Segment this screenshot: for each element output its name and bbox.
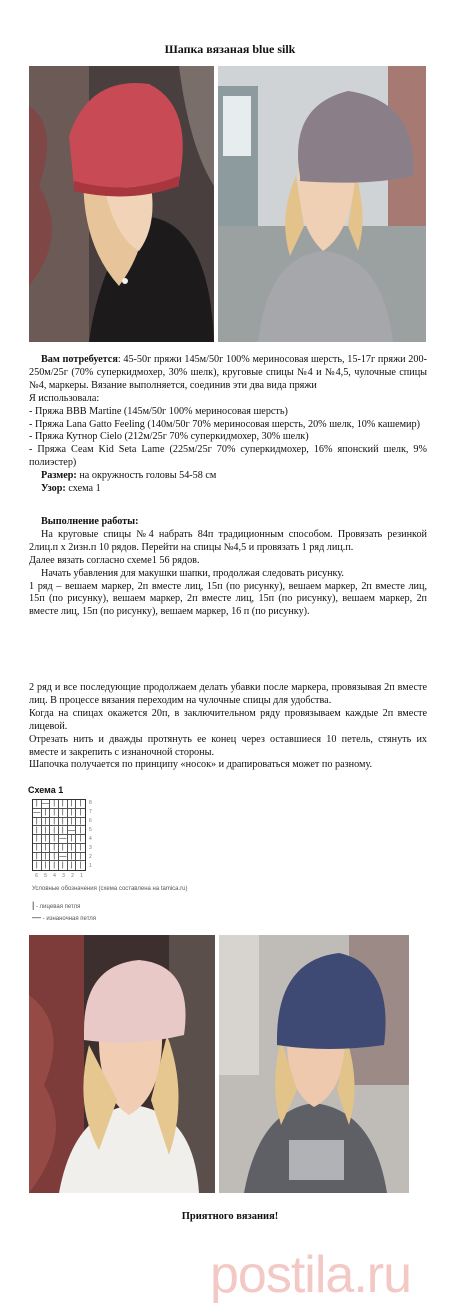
knit-stitch-cell: | xyxy=(50,861,59,870)
yarn-item: - Пряжа Кутнор Cielo (212м/25г 70% суперкидмохер, 30% шелк) xyxy=(29,431,309,443)
work-section-continued xyxy=(29,682,427,772)
legend-purl: — - изнаночная петля xyxy=(32,912,97,922)
row-number: 1 xyxy=(89,863,92,869)
scheme-col-numbers xyxy=(32,873,86,879)
purl-stitch-cell: — xyxy=(59,852,67,860)
knit-stitch-cell: | xyxy=(68,800,77,809)
col-number: 2 xyxy=(71,873,74,879)
knit-stitch-cell: | xyxy=(79,862,82,870)
knit-stitch-cell: | xyxy=(33,826,42,835)
knit-stitch-cell: | xyxy=(59,826,68,835)
knit-stitch-cell: | xyxy=(68,818,77,827)
photo-grey-hat xyxy=(218,66,426,342)
knit-stitch-cell: | xyxy=(68,809,77,818)
work-step-8: Шапочка получается по принципу «носок» и драпироваться может по разному. xyxy=(29,759,373,771)
row-number: 7 xyxy=(89,809,92,815)
knit-stitch-cell: | xyxy=(42,844,51,853)
work-step-6: Когда на спицах окажется 20п, в заключительном ряду провязываем каждые 2п вместе лицевой. xyxy=(29,707,427,732)
knit-stitch-cell: | xyxy=(76,809,85,818)
pattern-label: Узор: xyxy=(41,483,66,495)
knit-stitch-cell: | xyxy=(59,818,68,827)
work-step-1: На круговые спицы №4 набрать 84п традиционным способом. Провязать резинкой 2лиц.п х 2изн.п 10 рядов. Перейти на спицы №4,5 и провязать 1 ряд лиц.п. xyxy=(29,528,427,553)
purl-stitch-cell: — xyxy=(59,835,67,843)
knit-stitch-cell: | xyxy=(59,800,68,809)
size-text: на окружность головы 54-58 см xyxy=(76,470,217,482)
col-number: 3 xyxy=(62,873,65,879)
knit-stitch-cell: | xyxy=(76,844,85,853)
scheme-row-numbers xyxy=(89,799,99,871)
knit-stitch-cell: | xyxy=(68,853,77,862)
row-number: 5 xyxy=(89,827,92,833)
knit-stitch-cell: | xyxy=(50,800,59,809)
knit-stitch-cell: | xyxy=(33,818,42,827)
yarn-item: - Пряжа BBB Martine (145м/50г 100% мериносовая шерсть) xyxy=(29,405,288,417)
purl-stitch-cell: — xyxy=(33,809,41,817)
purl-stitch-cell: — xyxy=(67,826,75,834)
knit-stitch-cell: | xyxy=(50,853,59,862)
knit-stitch-cell: | xyxy=(68,861,77,870)
knit-stitch-cell: | xyxy=(42,818,51,827)
work-step-2: Далее вязать согласно схеме1 56 рядов. xyxy=(29,554,200,566)
scheme-grid xyxy=(32,799,86,871)
size-label: Размер: xyxy=(41,470,77,482)
knit-stitch-cell: | xyxy=(59,809,68,818)
pattern-text: схема 1 xyxy=(65,483,101,495)
yarn-item: - Пряжа Lana Gatto Feeling (140м/50г 70% мериносовая шерсть, 20% шелк, 10% кашемир) xyxy=(29,418,420,430)
knit-stitch-cell: | xyxy=(33,844,42,853)
knit-stitch-cell: | xyxy=(50,844,59,853)
knit-stitch-cell: | xyxy=(68,835,77,844)
closing-text: Приятного вязания! xyxy=(181,1211,279,1222)
col-number: 6 xyxy=(35,873,38,879)
knit-stitch-cell: | xyxy=(33,835,42,844)
knit-stitch-cell: | xyxy=(42,826,51,835)
purl-stitch-icon: — xyxy=(32,912,41,922)
needs-label: Вам потребуется xyxy=(41,354,118,365)
knit-stitch-cell: | xyxy=(76,800,85,809)
col-number: 5 xyxy=(44,873,47,879)
knit-stitch-cell: | xyxy=(50,818,59,827)
row-number: 6 xyxy=(89,818,92,824)
work-step-5: 2 ряд и все последующие продолжаем делать убавки после маркера, провязывая 2п вместе лиц. В процессе вязания переходим на чулочные спицы для удобства. xyxy=(29,682,427,706)
knit-stitch-cell: | xyxy=(76,835,85,844)
row-number: 8 xyxy=(89,800,92,806)
knit-stitch-cell: | xyxy=(42,861,51,870)
knit-stitch-cell: | xyxy=(76,818,85,827)
knit-stitch-icon: | xyxy=(32,900,35,910)
needs-text: : 45-50г пряжи 145м/50г 100% мериносовая шерсть, 15-17г пряжи 200-250м/25г (70% суперкидмохер, 30% шелк), круговые спицы №4 и №4,5, чулочные спицы №4, маркеры. Вязание выполняется, соединив эти два вида пряжи xyxy=(29,354,427,391)
page-title: Шапка вязаная blue silk xyxy=(164,42,296,56)
knit-stitch-cell: | xyxy=(42,853,51,862)
knit-stitch-cell: | xyxy=(76,826,85,835)
scheme-title: Схема 1 xyxy=(28,785,64,795)
work-heading: Выполнение работы: xyxy=(41,516,139,527)
work-step-4: 1 ряд – вешаем маркер, 2п вместе лиц, 15п (по рисунку), вешаем маркер, 2п вместе лиц, 15п (по рисунку), вешаем маркер, 2п вместе лиц, 15п (по рисунку), вешаем маркер, 2п вместе лиц, 15п (по рисунку), вешаем маркер, 16 п (по рисунку). xyxy=(29,580,427,618)
photo-red-hat xyxy=(29,66,214,342)
col-number: 4 xyxy=(53,873,56,879)
knit-stitch-cell: | xyxy=(42,809,51,818)
row-number: 4 xyxy=(89,836,92,842)
knit-stitch-cell: | xyxy=(33,800,42,809)
work-step-3: Начать убавления для макушки шапки, продолжая следовать рисунку. xyxy=(41,567,344,579)
work-section xyxy=(29,516,427,619)
work-step-7: Отрезать нить и дважды протянуть ее конец через оставшиеся 10 петель, стянуть их вместе и закрепить с изнаночной стороны. xyxy=(29,733,427,758)
knit-stitch-cell: | xyxy=(50,809,59,818)
knit-stitch-cell: | xyxy=(59,861,68,870)
knit-stitch-cell: | xyxy=(50,826,59,835)
knit-stitch-cell: | xyxy=(50,835,59,844)
knit-stitch-cell: | xyxy=(33,861,42,870)
purl-stitch-cell: — xyxy=(41,800,49,808)
legend-title: Условные обозначения (схема составлена на tamica.ru) xyxy=(32,886,188,892)
photo-pink-hat xyxy=(29,935,215,1193)
watermark-logo: postila.ru xyxy=(210,1246,411,1304)
knit-stitch-cell: | xyxy=(59,844,68,853)
yarn-item: - Пряжа Сеам Kid Seta Lame (225м/25г 70% суперкидмохер, 16% японский шелк, 9% полиэстер) xyxy=(29,444,427,469)
knit-stitch-cell: | xyxy=(42,835,51,844)
legend-knit: | - лицевая петля xyxy=(32,900,81,910)
used-label: Я использовала: xyxy=(29,392,100,404)
photo-blue-hat xyxy=(219,935,409,1193)
materials-section xyxy=(29,354,427,496)
knit-stitch-cell: | xyxy=(76,853,85,862)
col-number: 1 xyxy=(80,873,83,879)
row-number: 2 xyxy=(89,854,92,860)
row-number: 3 xyxy=(89,845,92,851)
knit-stitch-cell: | xyxy=(33,853,42,862)
knit-stitch-cell: | xyxy=(68,844,77,853)
